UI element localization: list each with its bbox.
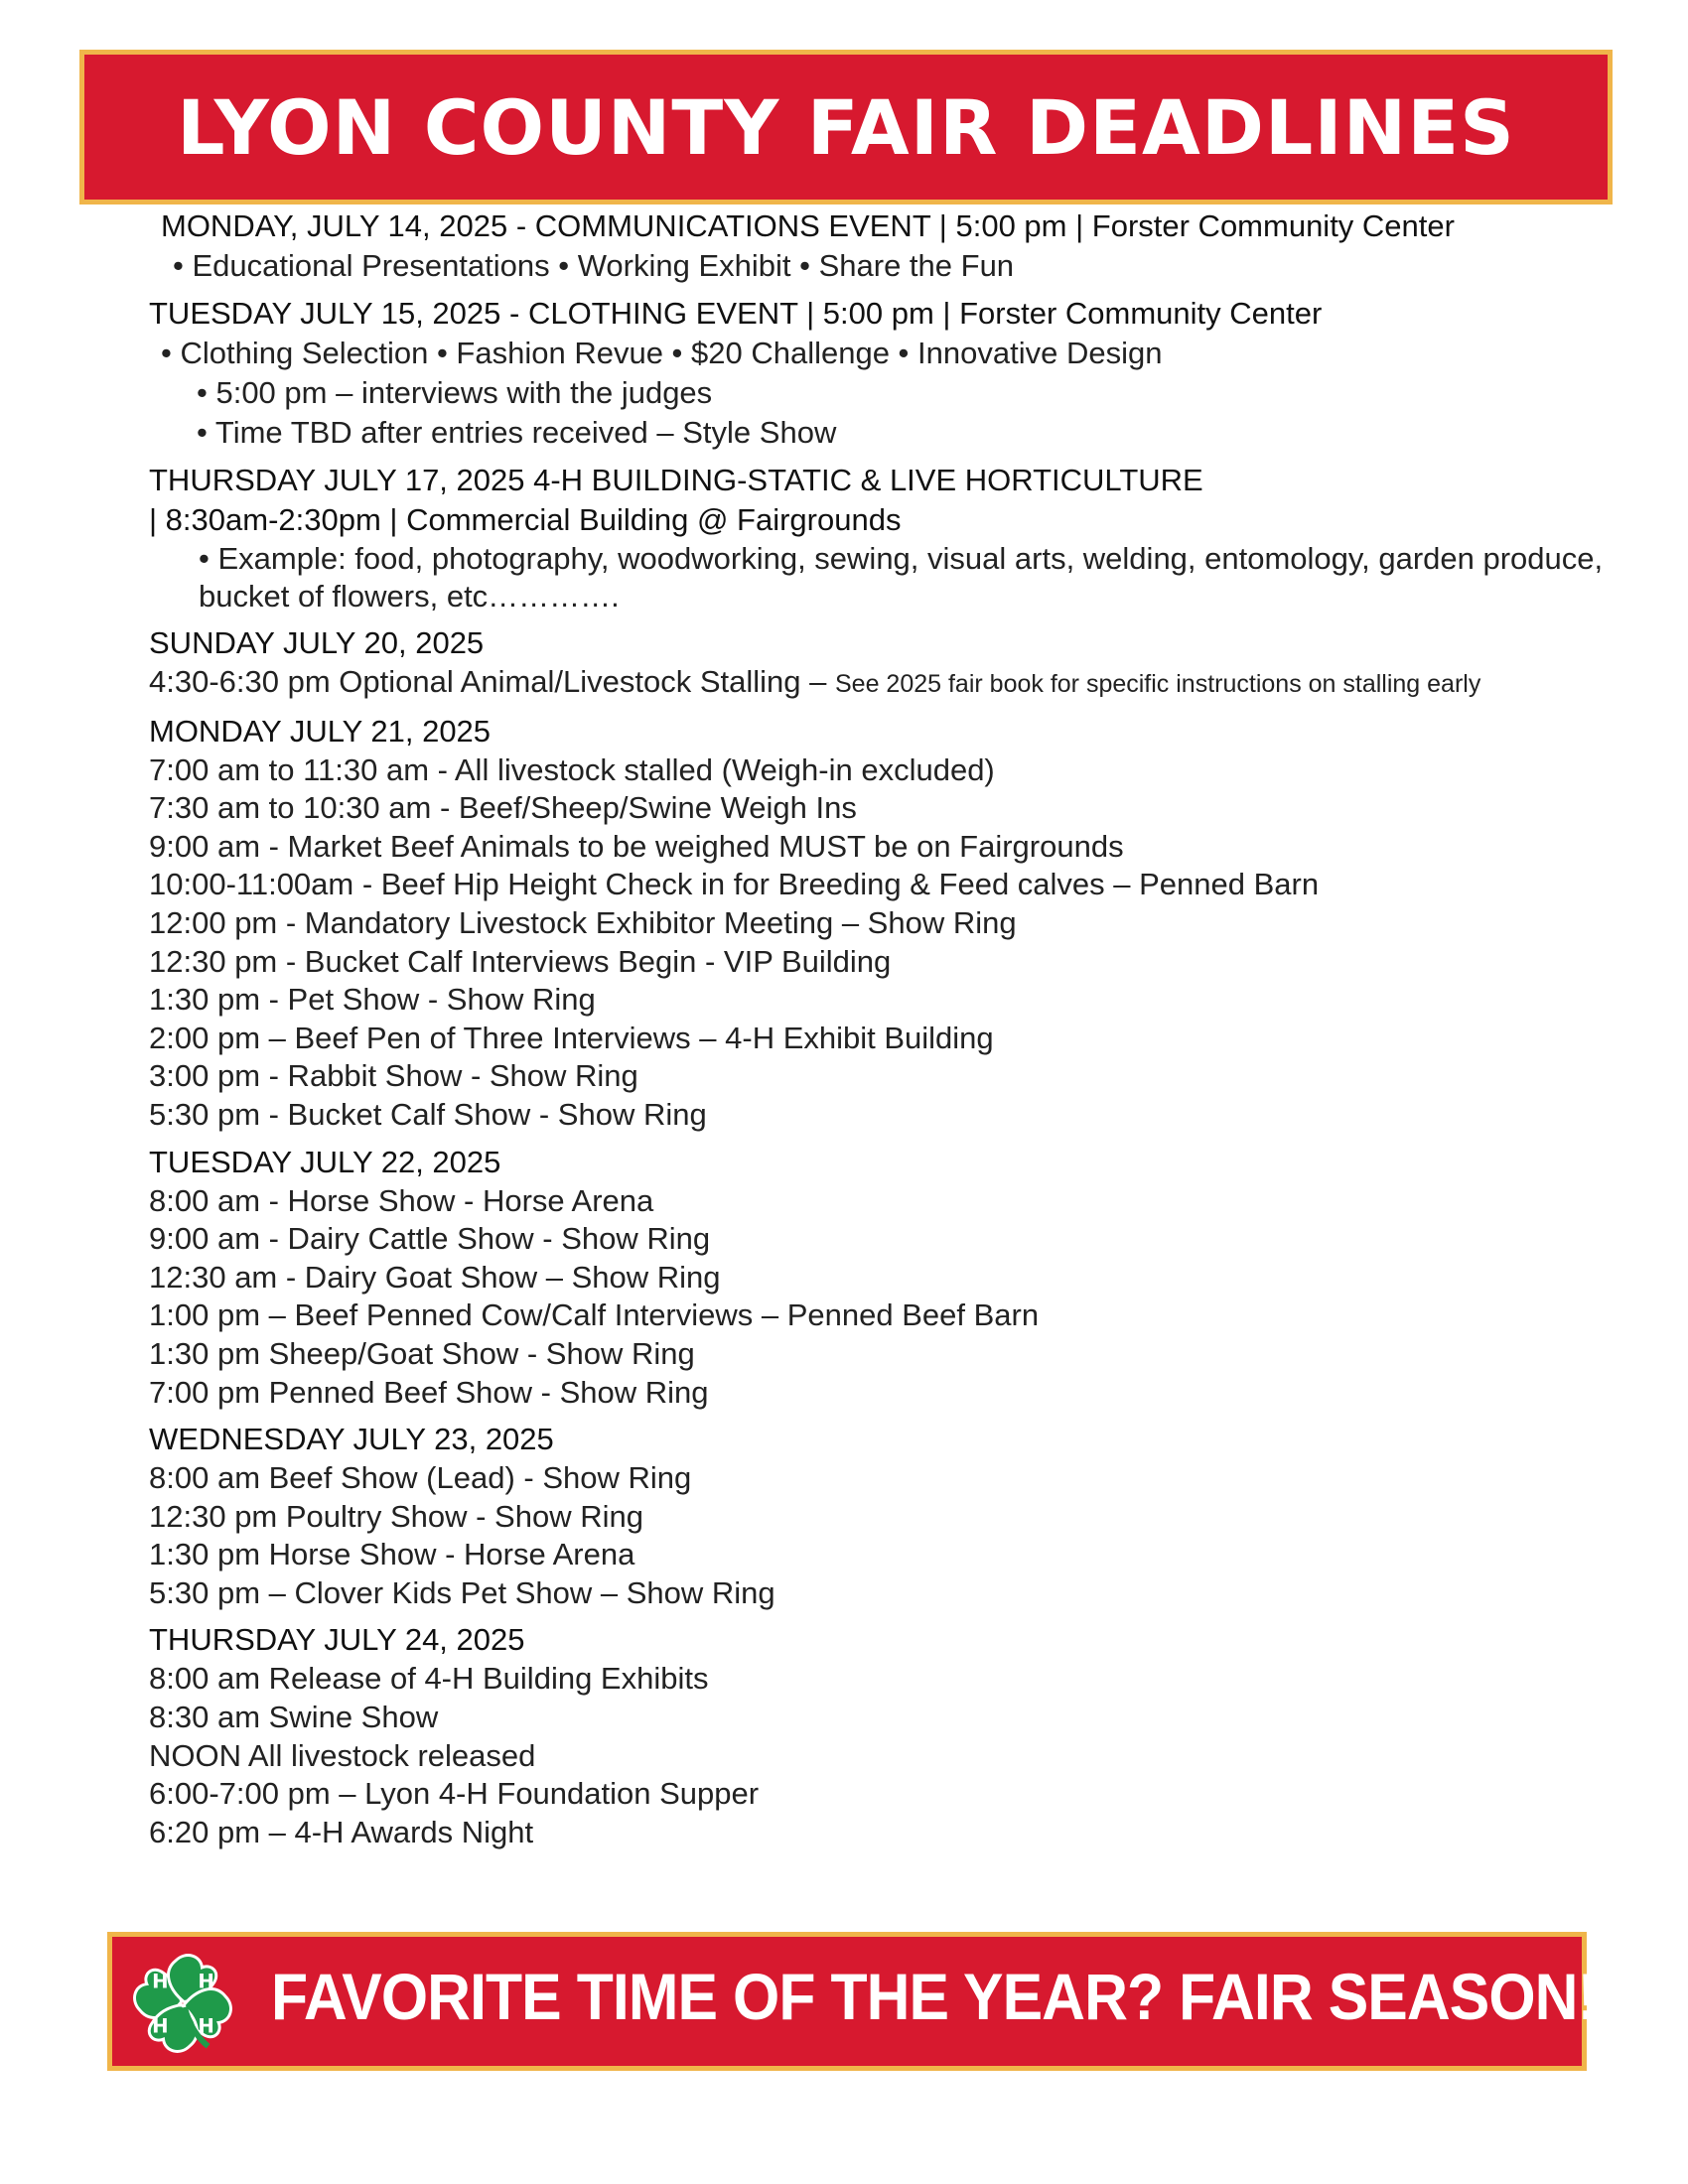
thursday-heading: THURSDAY JULY 24, 2025 (149, 1622, 525, 1658)
list-item: 12:30 am - Dairy Goat Show – Show Ring (149, 1259, 721, 1295)
list-item: 8:00 am Release of 4-H Building Exhibits (149, 1661, 709, 1697)
list-item: 1:00 pm – Beef Penned Cow/Calf Interviews – Penned Beef Barn (149, 1297, 1040, 1333)
list-item: 2:00 pm – Beef Pen of Three Interviews – 4-H Exhibit Building (149, 1020, 994, 1055)
list-item: 1:30 pm Sheep/Goat Show - Show Ring (149, 1335, 695, 1371)
static-section (149, 461, 1609, 615)
clover-letter: H (152, 2014, 169, 2038)
list-item: 12:30 pm - Bucket Calf Interviews Begin - VIP Building (149, 943, 892, 979)
footer-banner (107, 1932, 1597, 2071)
list-item: 5:30 pm – Clover Kids Pet Show – Show Ring (149, 1574, 775, 1610)
static-subheading: | 8:30am-2:30pm | Commercial Building @ Fairgrounds (149, 502, 902, 537)
clover-letter: H (152, 1970, 169, 1993)
list-item: 3:00 pm - Rabbit Show - Show Ring (149, 1058, 638, 1094)
sunday-heading: SUNDAY JULY 20, 2025 (149, 625, 485, 660)
static-heading: THURSDAY JULY 17, 2025 4-H BUILDING-STATIC & LIVE HORTICULTURE (149, 463, 1203, 497)
list-item: 9:00 am - Dairy Cattle Show - Show Ring (149, 1221, 711, 1257)
list-item: 12:30 pm Poultry Show - Show Ring (149, 1498, 643, 1534)
4h-clover-icon (124, 1945, 241, 2062)
list-item: 8:00 am Beef Show (Lead) - Show Ring (149, 1460, 692, 1496)
list-item: 1:30 pm - Pet Show - Show Ring (149, 982, 596, 1018)
footer-slogan: FAVORITE TIME OF THE YEAR? FAIR SEASON! (271, 1960, 1597, 2033)
clover-letter: H (198, 1970, 214, 1993)
list-item: 1:30 pm Horse Show - Horse Arena (149, 1537, 635, 1572)
wednesday-section (149, 1420, 1609, 1612)
clothing-section (149, 294, 1609, 453)
list-item: 6:20 pm – 4-H Awards Night (149, 1814, 534, 1849)
page-title: LYON COUNTY FAIR DEADLINES (177, 82, 1515, 172)
communications-bullets: • Educational Presentations • Working Exhibit • Share the Fun (173, 248, 1015, 283)
sunday-item-note: See 2025 fair book for specific instructions on stalling early (835, 670, 1481, 698)
list-item: 8:00 am - Horse Show - Horse Arena (149, 1182, 654, 1218)
list-item: 5:30 pm - Bucket Calf Show - Show Ring (149, 1096, 707, 1132)
wednesday-heading: WEDNESDAY JULY 23, 2025 (149, 1422, 554, 1457)
list-item: 10:00-11:00am - Beef Hip Height Check in for Breeding & Feed calves – Penned Barn (149, 867, 1320, 902)
communications-section (149, 206, 1609, 286)
static-example-bullet: • Example: food, photography, woodworking, sewing, visual arts, welding, entomology, garden produce, bucket of flowers, etc…………. (199, 541, 1604, 614)
list-item: 7:00 pm Penned Beef Show - Show Ring (149, 1374, 709, 1410)
list-item: 6:00-7:00 pm – Lyon 4-H Foundation Supper (149, 1776, 760, 1812)
sunday-item (149, 663, 1609, 704)
list-item: 8:30 am Swine Show (149, 1700, 439, 1735)
list-item: NOON All livestock released (149, 1737, 536, 1773)
schedule (149, 206, 1609, 1859)
header-banner (79, 50, 1613, 205)
list-item: 7:30 am to 10:30 am - Beef/Sheep/Swine Weigh Ins (149, 790, 857, 826)
list-item: 12:00 pm - Mandatory Livestock Exhibitor Meeting – Show Ring (149, 904, 1017, 940)
clothing-heading: TUESDAY JULY 15, 2025 - CLOTHING EVENT | 5:00 pm | Forster Community Center (149, 296, 1323, 331)
list-item: 9:00 am - Market Beef Animals to be weighed MUST be on Fairgrounds (149, 828, 1124, 864)
sunday-section (149, 623, 1609, 704)
list-item: 7:00 am to 11:30 am - All livestock stalled (Weigh-in excluded) (149, 751, 995, 787)
thursday-section (149, 1620, 1609, 1851)
clover-letter: H (198, 2014, 214, 2038)
clothing-sub-bullet: • Time TBD after entries received – Style Show (197, 415, 837, 450)
communications-heading: MONDAY, JULY 14, 2025 - COMMUNICATIONS EVENT | 5:00 pm | Forster Community Center (161, 208, 1455, 243)
sunday-item-main: 4:30-6:30 pm Optional Animal/Livestock Stalling – (149, 664, 835, 699)
tuesday-section (149, 1143, 1609, 1413)
monday-heading: MONDAY JULY 21, 2025 (149, 713, 492, 749)
clothing-sub-bullet: • 5:00 pm – interviews with the judges (197, 375, 713, 410)
clothing-bullets: • Clothing Selection • Fashion Revue • $20 Challenge • Innovative Design (161, 336, 1163, 370)
tuesday-heading: TUESDAY JULY 22, 2025 (149, 1144, 501, 1179)
monday-section (149, 712, 1609, 1135)
